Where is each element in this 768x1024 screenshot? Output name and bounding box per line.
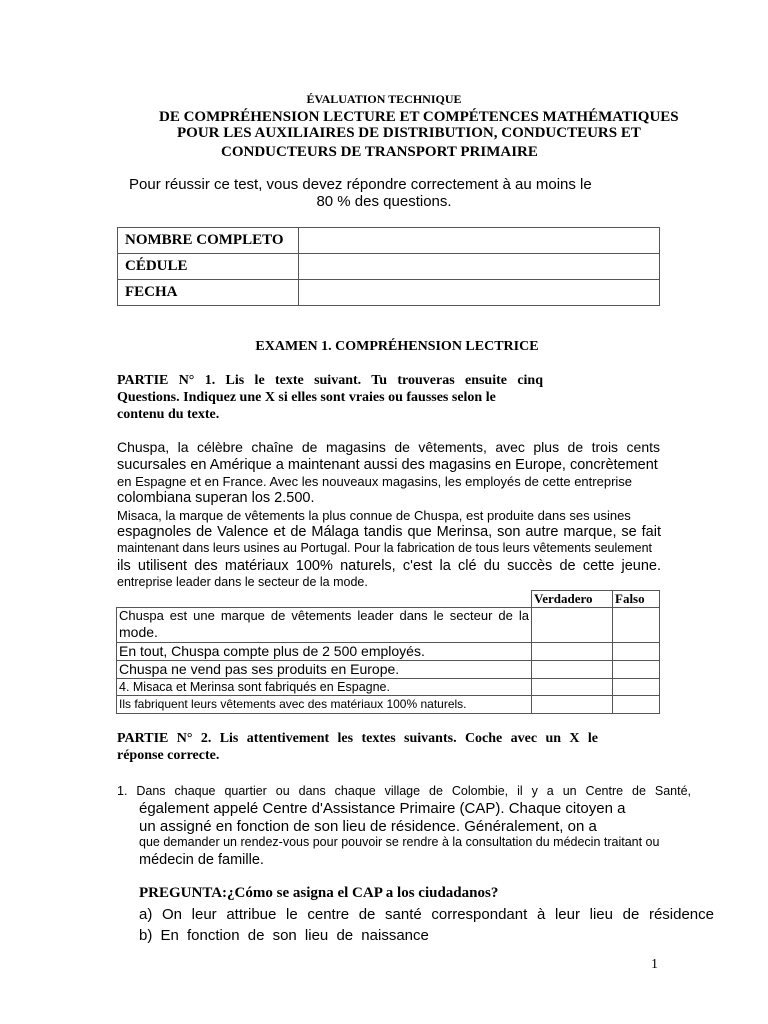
item1-question: PREGUNTA:¿Cómo se asigna el CAP a los ciudadanos? [139, 885, 499, 901]
part1-text-line-9: entreprise leader dans le secteur de la mode. [117, 575, 368, 589]
part1-instruction-line-2: Questions. Indiquez une X si elles sont vraies ou fausses selon le [117, 390, 496, 405]
checkbox-false-5[interactable] [613, 696, 660, 714]
info-value-nombre[interactable] [299, 228, 660, 254]
statement-1-line-1: Chuspa est une marque de vêtements leader dans le secteur de la [119, 608, 529, 623]
part1-text-line-2: sucursales en Amérique a maintenant aussi des magasins en Europe, concrètement [117, 457, 658, 473]
intro-line-2: 80 % des questions. [316, 193, 452, 210]
header-falso: Falso [613, 591, 660, 608]
item1-option-b[interactable]: b) En fonction de son lieu de naissance [139, 927, 429, 944]
part1-text-line-3: en Espagne et en France. Avec les nouveaux magasins, les employés de cette entreprise [117, 474, 633, 489]
header-verdadero: Verdadero [532, 591, 613, 608]
statement-5: Ils fabriquent leurs vêtements avec des matériaux 100% naturels. [117, 696, 532, 714]
table-row [117, 679, 660, 696]
info-row [118, 228, 660, 254]
exam-title: EXAMEN 1. COMPRÉHENSION LECTRICE [255, 339, 539, 354]
checkbox-false-3[interactable] [613, 661, 660, 679]
item1-line-4: que demander un rendez-vous pour pouvoir se rendre à la consultation du médecin traitant ou [139, 835, 660, 849]
header-line-2: DE COMPRÉHENSION LECTURE ET COMPÉTENCES MATHÉMATIQUES [159, 109, 679, 125]
info-label-fecha: FECHA [118, 280, 299, 306]
item1-line-5: médecin de famille. [139, 852, 264, 868]
item1-line-1: 1. Dans chaque quartier ou dans chaque village de Colombie, il y a un Centre de Santé, [117, 784, 691, 798]
checkbox-false-1[interactable] [613, 608, 660, 643]
table-row [117, 608, 660, 643]
checkbox-false-4[interactable] [613, 679, 660, 696]
page-number: 1 [651, 957, 658, 972]
table-header-empty [117, 591, 532, 608]
info-value-fecha[interactable] [299, 280, 660, 306]
header-line-3: POUR LES AUXILIAIRES DE DISTRIBUTION, CONDUCTEURS ET [177, 125, 641, 141]
part1-text-line-8: ils utilisent des matériaux 100% naturels, c'est la clé du succès de cette jeune. [117, 558, 661, 574]
info-label-cedule: CÉDULE [118, 254, 299, 280]
checkbox-true-1[interactable] [532, 608, 613, 643]
table-row [117, 661, 660, 679]
statement-1-line-2: mode. [119, 624, 158, 640]
item1-line-2: également appelé Centre d'Assistance Primaire (CAP). Chaque citoyen a [139, 800, 626, 817]
info-label-nombre: NOMBRE COMPLETO [118, 228, 299, 254]
table-header-row [117, 591, 660, 608]
statement-2: En tout, Chuspa compte plus de 2 500 employés. [117, 643, 532, 661]
true-false-table [116, 590, 660, 714]
checkbox-true-3[interactable] [532, 661, 613, 679]
checkbox-true-5[interactable] [532, 696, 613, 714]
checkbox-true-2[interactable] [532, 643, 613, 661]
part1-text-line-7: maintenant dans leurs usines au Portugal. Pour la fabrication de tous leurs vêtements seulement [117, 541, 653, 555]
part2-instruction-line-1: PARTIE N° 2. Lis attentivement les textes suivants. Coche avec un X le [117, 731, 598, 746]
header-line-1: ÉVALUATION TECHNIQUE [306, 92, 462, 106]
statement-1 [117, 608, 532, 643]
checkbox-true-4[interactable] [532, 679, 613, 696]
part1-text-line-5: Misaca, la marque de vêtements la plus connue de Chuspa, est produite dans ses usines [117, 508, 631, 523]
header-line-4: CONDUCTEURS DE TRANSPORT PRIMAIRE [221, 144, 538, 160]
info-table [117, 227, 660, 306]
item1-option-a[interactable]: a) On leur attribue le centre de santé correspondant à leur lieu de résidence [139, 906, 714, 923]
info-row [118, 254, 660, 280]
part1-text-line-6: espagnoles de Valence et de Málaga tandis que Merinsa, son autre marque, se fait [117, 524, 661, 540]
intro-line-1: Pour réussir ce test, vous devez répondre correctement à au moins le [129, 176, 592, 193]
part1-text-line-4: colombiana superan los 2.500. [117, 490, 315, 506]
table-row [117, 696, 660, 714]
part2-instruction-line-2: réponse correcte. [117, 748, 220, 763]
statement-3: Chuspa ne vend pas ses produits en Europe. [117, 661, 532, 679]
statement-4: 4. Misaca et Merinsa sont fabriqués en Espagne. [117, 679, 532, 696]
checkbox-false-2[interactable] [613, 643, 660, 661]
part1-instruction-line-1: PARTIE N° 1. Lis le texte suivant. Tu trouveras ensuite cinq [117, 373, 543, 388]
info-value-cedule[interactable] [299, 254, 660, 280]
info-row [118, 280, 660, 306]
table-row [117, 643, 660, 661]
item1-line-3: un assigné en fonction de son lieu de résidence. Généralement, on a [139, 818, 597, 835]
part1-text-line-1: Chuspa, la célèbre chaîne de magasins de vêtements, avec plus de trois cents [117, 439, 660, 455]
part1-instruction-line-3: contenu du texte. [117, 407, 220, 422]
